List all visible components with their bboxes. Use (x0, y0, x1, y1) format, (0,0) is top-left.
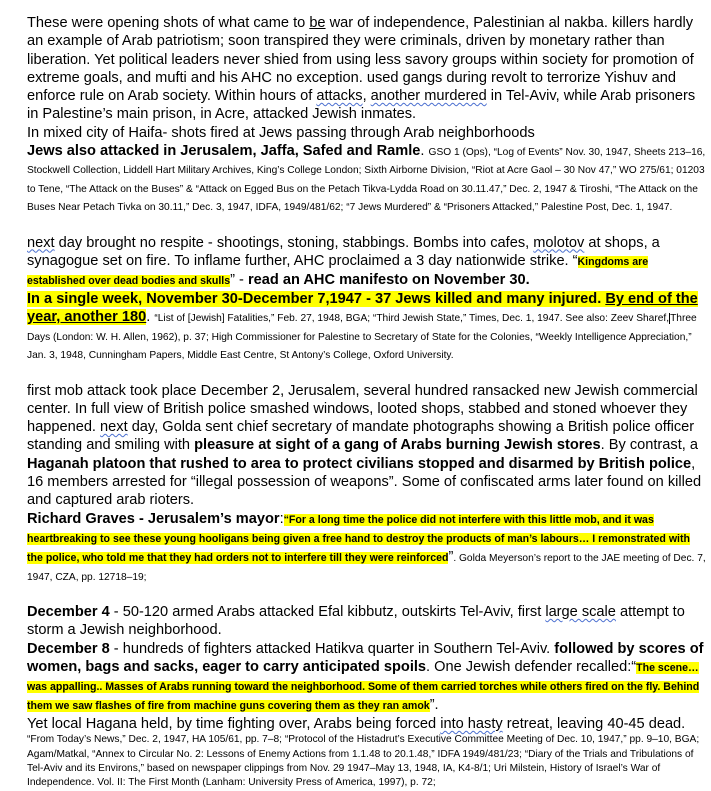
spellcheck-word: another murdered (370, 88, 487, 105)
highlighted-quote: Kingdoms are established over dead bodies and skulls (27, 256, 649, 287)
spellcheck-word: next (27, 234, 55, 251)
text-run: war of independence, Palestinian al nakba. killers hardly an example of Arab patriotism; soon transpired they were criminals, driven by monetary rather than liberation. Yet political leaders never shied from using less savory groups within society for promotion of extreme goals, and mufti and his AHC no exception. used gangs during revolt to terrorize Yishuv and enforce rule on Arab society. Within hours of (27, 15, 694, 105)
footnote-text: “List of [Jewish] Fatalities,” Feb. 27, 1948, BGA; “Third Jewish State,” Times, Dec. 1, 1947. See also: Zeev Sharef, (154, 313, 670, 325)
text-run: ”. (429, 696, 439, 713)
paragraph-december-4 (27, 603, 707, 640)
text-run: attempt to storm a Jewish neighborhood. (27, 604, 685, 639)
spellcheck-word: attacks (316, 88, 363, 105)
paragraph-jews-attacked (27, 142, 707, 216)
bold-text: Jews also attacked in Jerusalem, Jaffa, Safed and Ramle (27, 143, 421, 160)
spacer (27, 364, 707, 382)
highlighted-bold-text: In a single week, November 30-December 7,1947 - 37 Jews killed and many injured. (27, 291, 606, 307)
footnote-text: Three Days (London: W. H. Allen, 1962), p. 37; High Commissioner for Palestine to Secretary of State for the Colonies, “Weekly Intelligence Appreciation,” Jan. 3, 1948, Cunningham Papers, Middle East Centre, St Antony’s College, Oxford University. (27, 313, 697, 362)
text-run: day, Golda sent chief secretary of mandate photographs showing a British police officer standing and smiling with (27, 419, 695, 454)
text-run: . (420, 143, 429, 160)
paragraph-next-day (27, 234, 707, 290)
document-page (27, 14, 707, 791)
bold-text: Haganah platoon that rushed to area to protect civilians stopped and disarmed by British police (27, 455, 692, 472)
text-run: in Tel-Aviv, while Arab prisoners in Palestine’s main prison, in Acre, attacked Jewish inmates. (27, 88, 696, 123)
text-run: , 16 members arrested for “illegal possession of weapons”. Some of confiscated arms later found on killed and captured arab rioters. (27, 455, 702, 509)
spacer (27, 585, 707, 603)
spellcheck-word: next (100, 419, 128, 436)
paragraph-single-week (27, 290, 707, 364)
paragraph-first-mob-attack (27, 382, 707, 510)
highlighted-quote: “For a long time the police did not interfere with this little mob, and it was heartbreaking to see these young hooligans being given a free hand to destroy the products of man’s labours… I remonstrated with the police, who told me that they had orders not to interfere till they were reinforced (27, 513, 691, 564)
text-run: : (279, 510, 284, 527)
bold-text: read an AHC manifesto on November 30. (247, 272, 530, 288)
text-run: . By contrast, a (600, 437, 698, 454)
footnote-text: GSO 1 (Ops), “Log of Events” Nov. 30, 1947, Sheets 213–16, Stockwell Collection, Liddell Hart Military Archives, King’s College London; Sixth Airborne Division, “Riot at Acre Gaol – 30 Nov 47,” WO 275/61; 01203 to Tene, “The Attack on the Buses” & “Attack on Egged Bus on the Petach Tikva-Lydda Road on 30.11.47,” Dec. 2, 1947 & Tiroshi, “The Attack on the Buses Near Petach Tivka on 30.11,” Dec. 3, 1947, IDFA, 1949/481/62; “7 Jews Murdered” & “Prisoners Attacked,” Palestine Post, Dec. 1, 1947. (27, 147, 706, 214)
text-run: ” - (230, 272, 248, 288)
footnote-sources: “From Today’s News,” Dec. 2, 1947, HA 105/61, pp. 7–8; “Protocol of the Histadrut’s Executive Committee Meeting of Dec. 10, 1947,” pp. 9–10, BGA; Agam/Matkal, “Annex to Circular No. 2: Lessons of Enemy Actions from 1.1.48 to 20.1.48,” IDFA 1949/481/23; “Diary of the Trials and Tribulations of Tel-Aviv and its Environs,” based on newspaper clippings from Nov. 29 1947–May 13, 1948, IA, K4-8/1; Uri Milstein, History of Israel’s War of Independence. Vol. II: The First Month (Lanham: University Press of America, 1997), p. 72; (27, 734, 700, 789)
paragraph-december-8 (27, 640, 707, 715)
spellcheck-word: molotov (533, 234, 585, 251)
footnote-text: . Golda Meyerson’s report to the JAE meeting of Dec. 7, 1947, CZA, pp. 12718–19; (27, 552, 706, 583)
underlined-word: be (309, 15, 326, 31)
text-run: at shops, a synagogue set on fire. To inflame further, AHC proclaimed a 3 day nationwide strike. “ (27, 234, 660, 269)
spellcheck-word: large scale (545, 604, 616, 620)
bold-text: followed by scores of women, bags and sacks, eager to carry anticipated spoils (27, 640, 704, 675)
text-run: day brought no respite - shootings, stoning, stabbings. Bombs into cafes, (54, 234, 534, 251)
text-run: . (146, 309, 155, 326)
text-run: Yet local Hagana held, by time fighting over, Arabs being forced (27, 715, 441, 732)
highlighted-bold-underlined-text: By end of the year, another 180 (27, 291, 698, 326)
bold-text: pleasure at sight of a gang of Arabs burning Jewish stores (194, 437, 601, 454)
text-run: - hundreds of fighters attacked Hatikva quarter in Southern Tel-Aviv. (109, 640, 555, 657)
text-run: retreat, leaving 40-45 dead. (502, 715, 686, 732)
spellcheck-word: into hasty (440, 715, 503, 732)
spacer (27, 216, 707, 234)
bold-text: Richard Graves - Jerusalem’s mayor (27, 510, 280, 527)
text-run: ” (448, 548, 454, 565)
text-run: - 50-120 armed Arabs attacked Efal kibbutz, outskirts Tel-Aviv, first (109, 604, 546, 620)
bold-text: December 4 (27, 604, 110, 620)
text-run: . One Jewish defender recalled:“ (426, 658, 637, 675)
text-run: first mob attack took place December 2, Jerusalem, several hundred ransacked new Jewish commercial center. In full view of British police smashed windows, looted shops, stabbed and stoned whoever they happened. (27, 382, 698, 436)
highlighted-quote: The scene… was appalling.. Masses of Arabs running toward the neighborhood. Some of them carried torches while others fired on the fly. Behind them we saw flashes of fire from machine guns covering them as they ran amok (27, 661, 700, 712)
bold-text: December 8 (27, 640, 110, 657)
text-run: , (362, 88, 371, 105)
paragraph-opening-shots (27, 14, 707, 124)
text-run: These were opening shots of what came to (27, 15, 310, 31)
paragraph-hagana-held (27, 715, 707, 733)
paragraph-haifa: In mixed city of Haifa- shots fired at Jews passing through Arab neighborhoods (27, 124, 535, 141)
paragraph-richard-graves (27, 510, 707, 585)
